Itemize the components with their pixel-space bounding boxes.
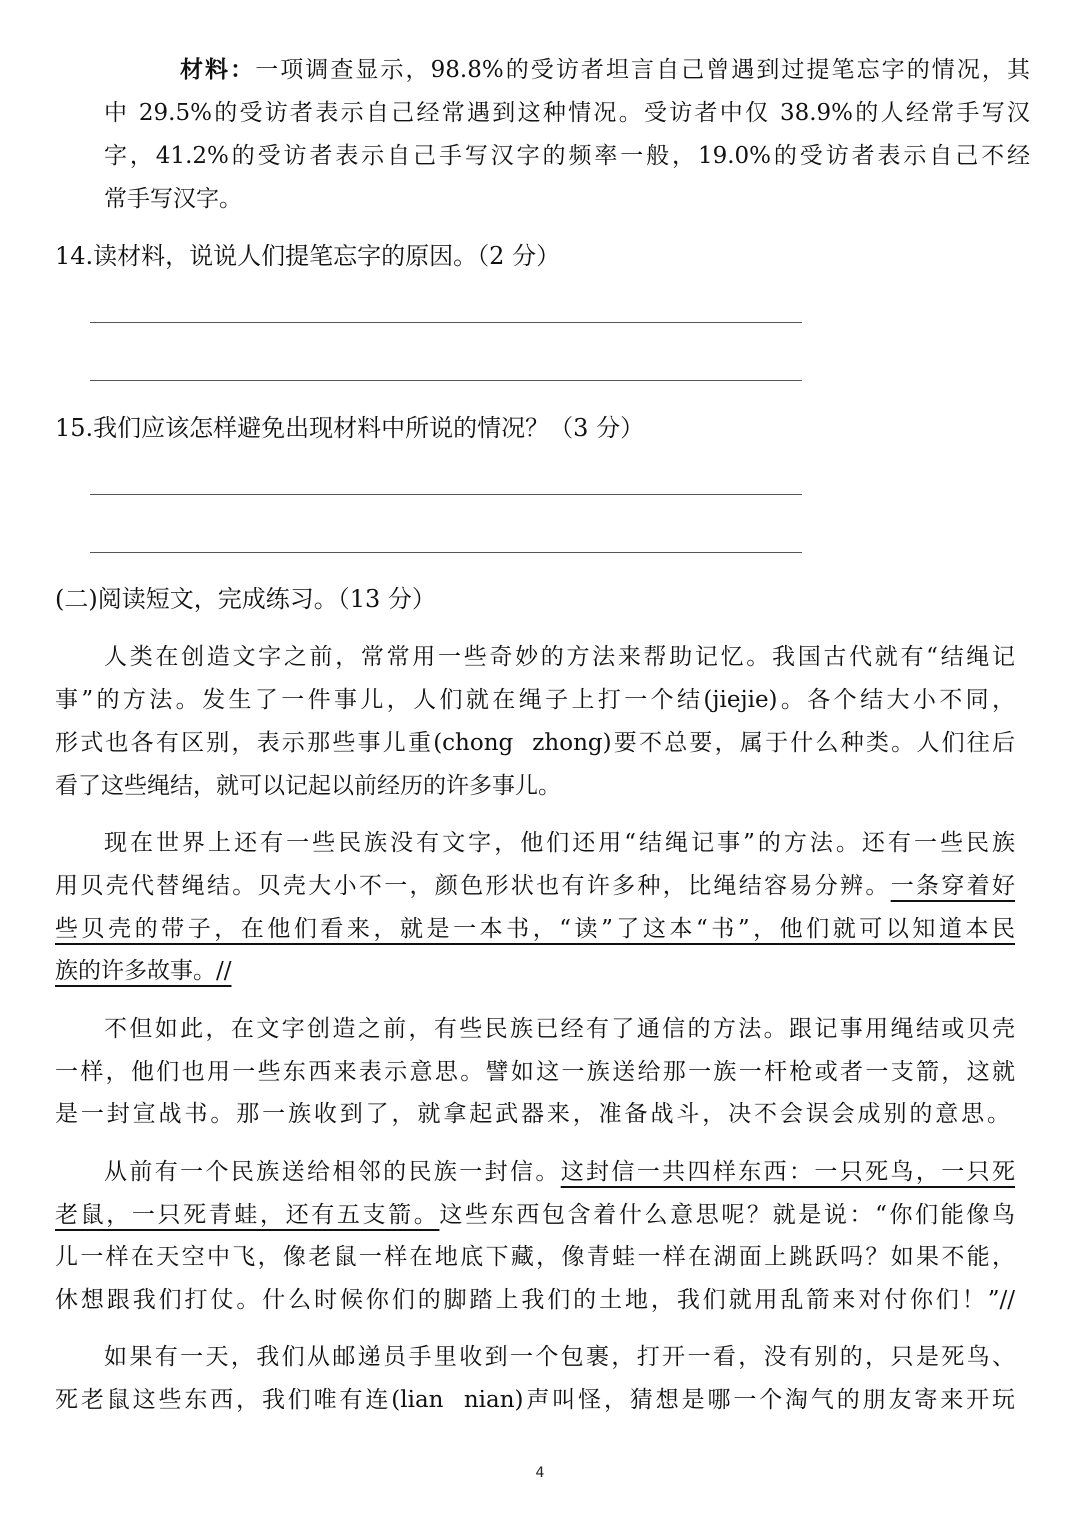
page-number: 4 (535, 1465, 545, 1481)
material-line: 常手写汉字。 (104, 186, 242, 212)
passage-line (55, 870, 1015, 902)
passage-line: 人类在创造文字之前，常常用一些奇妙的方法来帮助记忆。我国古代就有“结绳记 (104, 644, 1015, 670)
material-line (180, 54, 1030, 86)
passage-text: 这些东西包含着什么意思呢？就是说：“你们能像鸟 (439, 1202, 1015, 1228)
passage-line: 如果有一天，我们从邮递员手里收到一个包裹，打开一看，没有别的，只是死鸟、 (104, 1344, 1015, 1370)
passage-line (55, 1199, 1015, 1231)
passage-line (104, 1156, 1015, 1188)
answer-line (90, 552, 802, 553)
underlined-text: 族的许多故事。// (55, 958, 232, 984)
material-text: 一项调查显示，98.8%的受访者坦言自己曾遇到过提笔忘字的情况，其 (255, 57, 1030, 83)
section-heading: (二)阅读短文，完成练习。（13 分） (55, 585, 436, 613)
passage-line: 休想跟我们打仗。什么时候你们的脚踏上我们的土地，我们就用乱箭来对付你们！”// (55, 1287, 1015, 1313)
passage-line (55, 913, 1015, 945)
passage-line: 形式也各有区别，表示那些事儿重(chong zhong)要不总要，属于什么种类。人们往后 (55, 730, 1015, 756)
material-line: 字，41.2%的受访者表示自己手写汉字的频率一般，19.0%的受访者表示自己不经 (104, 143, 1030, 169)
answer-line (90, 494, 802, 495)
underlined-text: 些贝壳的带子，在他们看来，就是一本书，“读”了这本“书”，他们就可以知道本民 (55, 916, 1015, 942)
passage-line: 不但如此，在文字创造之前，有些民族已经有了通信的方法。跟记事用绳结或贝壳 (104, 1016, 1015, 1042)
passage-line: 是一封宣战书。那一族收到了，就拿起武器来，准备战斗，决不会误会成别的意思。 (55, 1101, 1010, 1127)
passage-line (55, 955, 1015, 987)
passage-line: 事”的方法。发生了一件事儿，人们就在绳子上打一个结(jiejie)。各个结大小不同， (55, 687, 1015, 713)
question-14: 14.读材料，说说人们提笔忘字的原因。（2 分） (55, 242, 561, 270)
answer-line (90, 322, 802, 323)
answer-line (90, 380, 802, 381)
material-line: 中 29.5%的受访者表示自己经常遇到这种情况。受访者中仅 38.9%的人经常手写汉 (104, 100, 1030, 126)
passage-line: 一样，他们也用一些东西来表示意思。譬如这一族送给那一族一杆枪或者一支箭，这就 (55, 1059, 1015, 1085)
passage-line: 儿一样在天空中飞，像老鼠一样在地底下藏，像青蛙一样在湖面上跳跃吗？如果不能， (55, 1244, 1015, 1270)
passage-text: 从前有一个民族送给相邻的民族一封信。 (104, 1159, 561, 1185)
passage-line: 现在世界上还有一些民族没有文字，他们还用“结绳记事”的方法。还有一些民族 (104, 830, 1015, 856)
underlined-text: 老鼠，一只死青蛙，还有五支箭。 (55, 1202, 440, 1228)
passage-line: 看了这些绳结，就可以记起以前经历的许多事儿。 (55, 773, 561, 799)
passage-text: 用贝壳代替绳结。贝壳大小不一，颜色形状也有许多种，比绳结容易分辨。 (55, 873, 891, 899)
material-label: 材料： (180, 56, 256, 83)
passage-line: 死老鼠这些东西，我们唯有连(lian nian)声叫怪，猜想是哪一个淘气的朋友寄来开玩 (55, 1387, 1015, 1413)
underlined-text: 这封信一共四样东西：一只死鸟，一只死 (560, 1159, 1016, 1185)
underlined-text: 一条穿着好 (890, 873, 1016, 899)
question-15: 15.我们应该怎样避免出现材料中所说的情况？（3 分） (55, 414, 645, 442)
